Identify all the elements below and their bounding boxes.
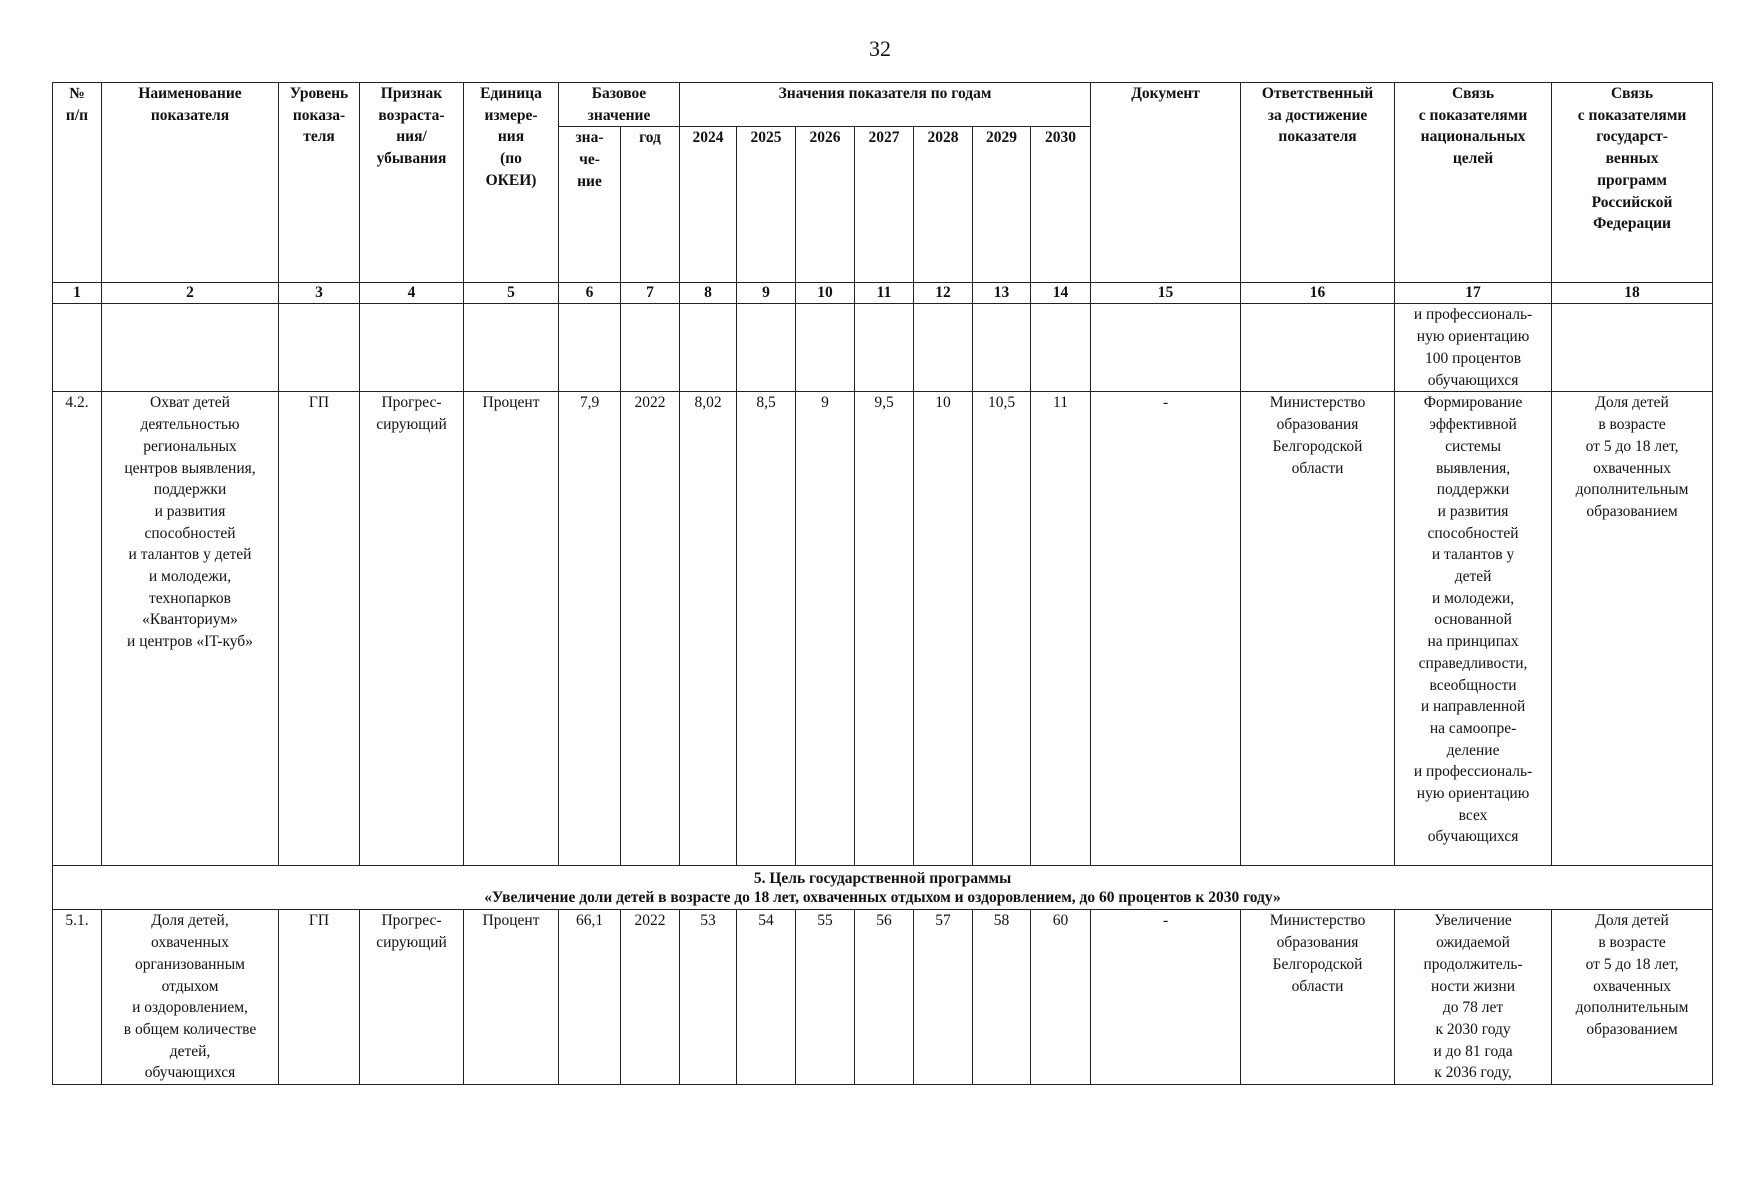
column-number: 15	[1091, 283, 1241, 304]
indicator-sign: Прогрес- сирующий	[360, 910, 464, 1085]
column-number: 4	[360, 283, 464, 304]
year-value: 56	[855, 910, 914, 1085]
year-value: 60	[1031, 910, 1091, 1085]
document-cell: -	[1091, 910, 1241, 1085]
indicators-table	[52, 82, 1713, 1085]
year-value: 53	[680, 910, 737, 1085]
header-name: Наименование показателя	[102, 83, 279, 283]
row-number: 5.1.	[53, 910, 102, 1085]
indicator-level: ГП	[279, 910, 360, 1085]
table-row	[53, 910, 1713, 1085]
header-year: 2025	[737, 127, 796, 283]
header-year: 2029	[973, 127, 1031, 283]
column-number: 13	[973, 283, 1031, 304]
header-document: Документ	[1091, 83, 1241, 283]
header-national: Связь с показателями национальных целей	[1395, 83, 1552, 283]
indicator-unit: Процент	[464, 392, 559, 866]
column-number: 16	[1241, 283, 1395, 304]
column-number: 5	[464, 283, 559, 304]
year-value: 10	[914, 392, 973, 866]
row-number: 4.2.	[53, 392, 102, 866]
column-numbers-row	[53, 283, 1713, 304]
base-year: 2022	[621, 392, 680, 866]
base-year: 2022	[621, 910, 680, 1085]
year-value: 8,5	[737, 392, 796, 866]
header-year: 2024	[680, 127, 737, 283]
page-number: 32	[869, 36, 891, 61]
indicator-sign: Прогрес- сирующий	[360, 392, 464, 866]
state-program-link: Доля детей в возрасте от 5 до 18 лет, охваченных дополнительным образованием	[1552, 392, 1713, 866]
year-value: 58	[973, 910, 1031, 1085]
header-year: 2027	[855, 127, 914, 283]
column-number: 18	[1552, 283, 1713, 304]
header-years-group: Значения показателя по годам	[680, 83, 1091, 127]
national-goal-link: Увеличение ожидаемой продолжитель- ности жизни до 78 лет к 2030 году и до 81 года к 2036 году,	[1395, 910, 1552, 1085]
column-number: 17	[1395, 283, 1552, 304]
header-row-1	[53, 83, 1713, 127]
column-number: 9	[737, 283, 796, 304]
column-number: 8	[680, 283, 737, 304]
header-base-year: год	[621, 127, 680, 283]
indicator-name: Охват детей деятельностью региональных центров выявления, поддержки и развития способностей и талантов у детей и молодежи, технопарков «Кванториум» и центров «IT-куб»	[102, 392, 279, 866]
header-sign: Признак возраста- ния/ убывания	[360, 83, 464, 283]
state-program-link: Доля детей в возрасте от 5 до 18 лет, охваченных дополнительным образованием	[1552, 910, 1713, 1085]
column-number: 7	[621, 283, 680, 304]
goal-title: 5. Цель государственной программы	[753, 870, 1012, 888]
continuation-text: и профессиональ- ную ориентацию 100 процентов обучающихся	[1395, 304, 1552, 392]
column-number: 14	[1031, 283, 1091, 304]
column-number: 3	[279, 283, 360, 304]
base-value: 7,9	[559, 392, 621, 866]
year-value: 10,5	[973, 392, 1031, 866]
column-number: 2	[102, 283, 279, 304]
header-base-value: зна- че- ние	[559, 127, 621, 283]
column-number: 1	[53, 283, 102, 304]
header-base: Базовое значение	[559, 83, 680, 127]
year-value: 11	[1031, 392, 1091, 866]
column-number: 12	[914, 283, 973, 304]
column-number: 11	[855, 283, 914, 304]
table-row	[53, 392, 1713, 866]
header-responsible: Ответственный за достижение показателя	[1241, 83, 1395, 283]
header-unit: Единица измере- ния (по ОКЕИ)	[464, 83, 559, 283]
year-value: 8,02	[680, 392, 737, 866]
continuation-row	[53, 304, 1713, 392]
year-value: 9	[796, 392, 855, 866]
column-number: 6	[559, 283, 621, 304]
indicator-unit: Процент	[464, 910, 559, 1085]
header-num: № п/п	[53, 83, 102, 283]
base-value: 66,1	[559, 910, 621, 1085]
document-cell: -	[1091, 392, 1241, 866]
goal-row	[53, 866, 1713, 910]
responsible-cell: Министерство образования Белгородской области	[1241, 392, 1395, 866]
header-year: 2030	[1031, 127, 1091, 283]
header-year: 2026	[796, 127, 855, 283]
year-value: 55	[796, 910, 855, 1085]
column-number: 10	[796, 283, 855, 304]
header-level: Уровень показа- теля	[279, 83, 360, 283]
year-value: 54	[737, 910, 796, 1085]
national-goal-link: Формирование эффективной системы выявления, поддержки и развития способностей и талантов у детей и молодежи, основанной на принципах справедливости, всеобщности и направленной на самоопре- деление и профессиональ- ную ориентацию всех обучающихся	[1395, 392, 1552, 866]
indicator-name: Доля детей, охваченных организованным отдыхом и оздоровлением, в общем количестве детей, обучающихся	[102, 910, 279, 1085]
goal-text: «Увеличение доли детей в возрасте до 18 лет, охваченных отдыхом и оздоровлением, до 60 процентов к 2030 году»	[484, 889, 1281, 907]
header-year: 2028	[914, 127, 973, 283]
indicator-level: ГП	[279, 392, 360, 866]
year-value: 9,5	[855, 392, 914, 866]
header-state: Связь с показателями государст- венных программ Российской Федерации	[1552, 83, 1713, 283]
year-value: 57	[914, 910, 973, 1085]
responsible-cell: Министерство образования Белгородской области	[1241, 910, 1395, 1085]
